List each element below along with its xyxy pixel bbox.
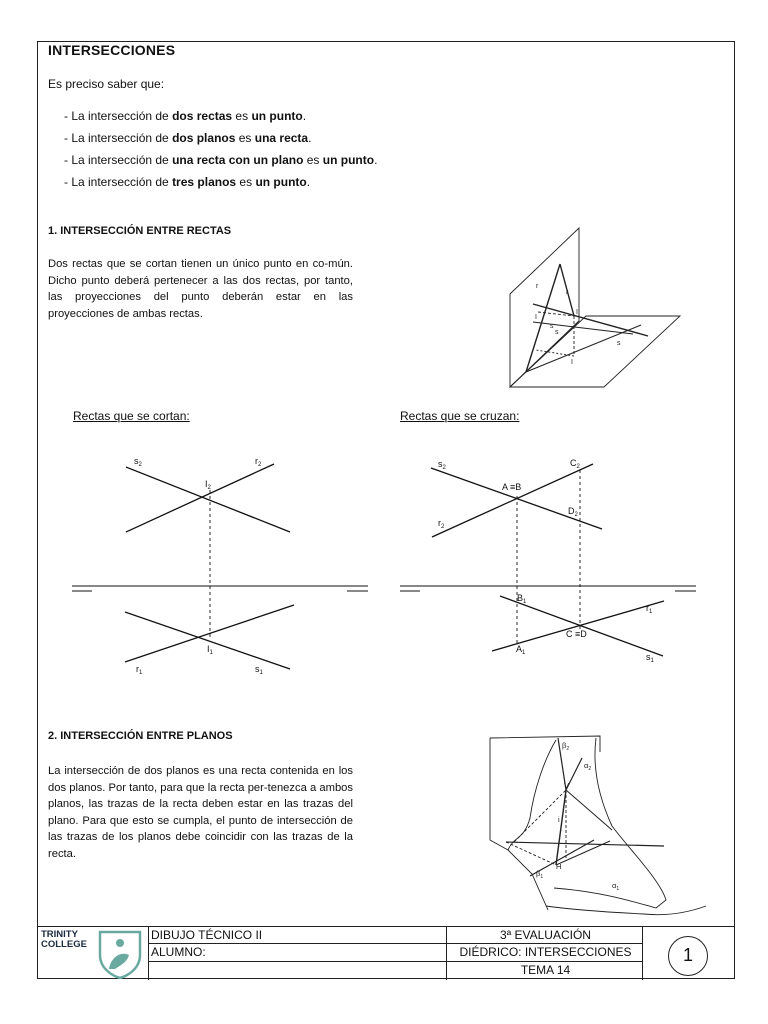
label-C1D1: C ≡D: [566, 629, 587, 639]
line-s2: [126, 467, 290, 532]
topic-cell: TEMA 14: [447, 962, 643, 980]
label-A2B2: A ≡B: [502, 482, 522, 492]
subject-cell: DIBUJO TÉCNICO II: [149, 927, 447, 944]
cutting-lines-diagram: [70, 450, 370, 690]
page-title: INTERSECCIONES: [48, 42, 176, 58]
logo-wordmark: TRINITY COLLEGE: [41, 929, 87, 950]
label-beta2: $\beta_2$: [562, 741, 570, 752]
iso-label-I: I: [576, 309, 578, 316]
vertical-frame: [490, 736, 600, 850]
line-r2: [126, 464, 274, 532]
iso-label-r: r: [566, 289, 569, 296]
iso-label-s1: s: [617, 340, 621, 347]
evaluation-cell: 3ª EVALUACIÓN: [447, 927, 643, 944]
intersection-line-i: [556, 790, 566, 865]
label-alpha2: $\alpha_2$: [584, 761, 592, 772]
line-r2: [432, 464, 593, 537]
caption-crossing-lines: Rectas que se cruzan:: [400, 409, 520, 423]
label-r2: $r_2$: [438, 518, 445, 530]
iso-label-s2: s: [550, 323, 554, 330]
label-A1: $A_1$: [516, 644, 526, 656]
plane-beta: [508, 740, 556, 910]
label-r1: $r_1$: [646, 603, 653, 615]
label-r2: $r_2$: [255, 456, 262, 468]
crest-icon: [97, 929, 143, 979]
fact-item: - La intersección de una recta con un plano es un punto.: [64, 153, 378, 167]
label-alpha1: $\alpha_1$: [612, 881, 620, 892]
iso-label-I2: I: [535, 314, 537, 321]
title-block: [37, 926, 735, 980]
horizontal-plane: [510, 316, 680, 387]
label-V: V: [564, 781, 570, 790]
fact-item: - La intersección de dos planos es una recta.: [64, 131, 312, 145]
section2-heading: 2. INTERSECCIÓN ENTRE PLANOS: [48, 730, 233, 742]
label-D2: $D_2$: [568, 506, 578, 518]
section1-heading: 1. INTERSECCIÓN ENTRE RECTAS: [48, 225, 232, 237]
iso-label-I1: I: [571, 359, 573, 366]
fact-item: - La intersección de tres planos es un punto.: [64, 175, 311, 189]
crossing-lines-diagram: [398, 450, 698, 675]
label-s2: $s_2$: [438, 459, 446, 471]
caption-cutting-lines: Rectas que se cortan:: [73, 409, 190, 423]
label-C2: $C_2$: [570, 458, 580, 470]
line-s: [533, 304, 648, 336]
facts-list: [64, 108, 377, 196]
label-r1: $r_1$: [136, 664, 143, 676]
label-beta1: $\beta_1$: [536, 869, 544, 880]
unit-cell: DIÉDRICO: INTERSECCIONES: [447, 944, 643, 962]
section1-text: Dos rectas que se cortan tienen un único punto en co-mún. Dicho punto deberá pertenecer a las dos rectas, por tanto, las proyecciones del punto deberán estar en las proyecciones de ambas rectas.: [48, 258, 353, 320]
section2-text: La intersección de dos planos es una recta contenida en los dos planos. Por tanto, para que la recta per-tenezca a ambos planos, las trazas de la recta deben estar en las trazas del plano. Para que esto se cumpla, el punto de intersección de las trazas de los planos debe coincidir con las trazas de la recta.: [48, 765, 353, 860]
label-I2: $I_2$: [205, 479, 211, 491]
label-I1: $I_1$: [207, 644, 213, 656]
line-s1: [125, 612, 290, 669]
label-s1: $s_1$: [646, 652, 654, 664]
student-cell: ALUMNO:: [149, 944, 447, 961]
iso-label-s: s: [555, 329, 559, 336]
planes-intersection-figure: [484, 730, 712, 920]
ground-edge: [546, 906, 706, 915]
label-i: i: [558, 815, 560, 824]
label-s2: $s_2$: [134, 456, 142, 468]
label-B1: $B_1$: [517, 593, 527, 605]
intro-text: Es preciso saber que:: [48, 77, 165, 91]
intersection-isometric-figure: [500, 222, 685, 390]
line-s1: [500, 596, 663, 656]
empty-cell: [149, 961, 447, 980]
fact-item: - La intersección de dos rectas es un punto.: [64, 109, 307, 123]
label-H: H: [556, 862, 562, 871]
iso-label-r2: r: [536, 283, 539, 290]
label-s1: $s_1$: [255, 664, 263, 676]
school-logo: [37, 927, 149, 980]
page-number: 1: [668, 936, 708, 976]
